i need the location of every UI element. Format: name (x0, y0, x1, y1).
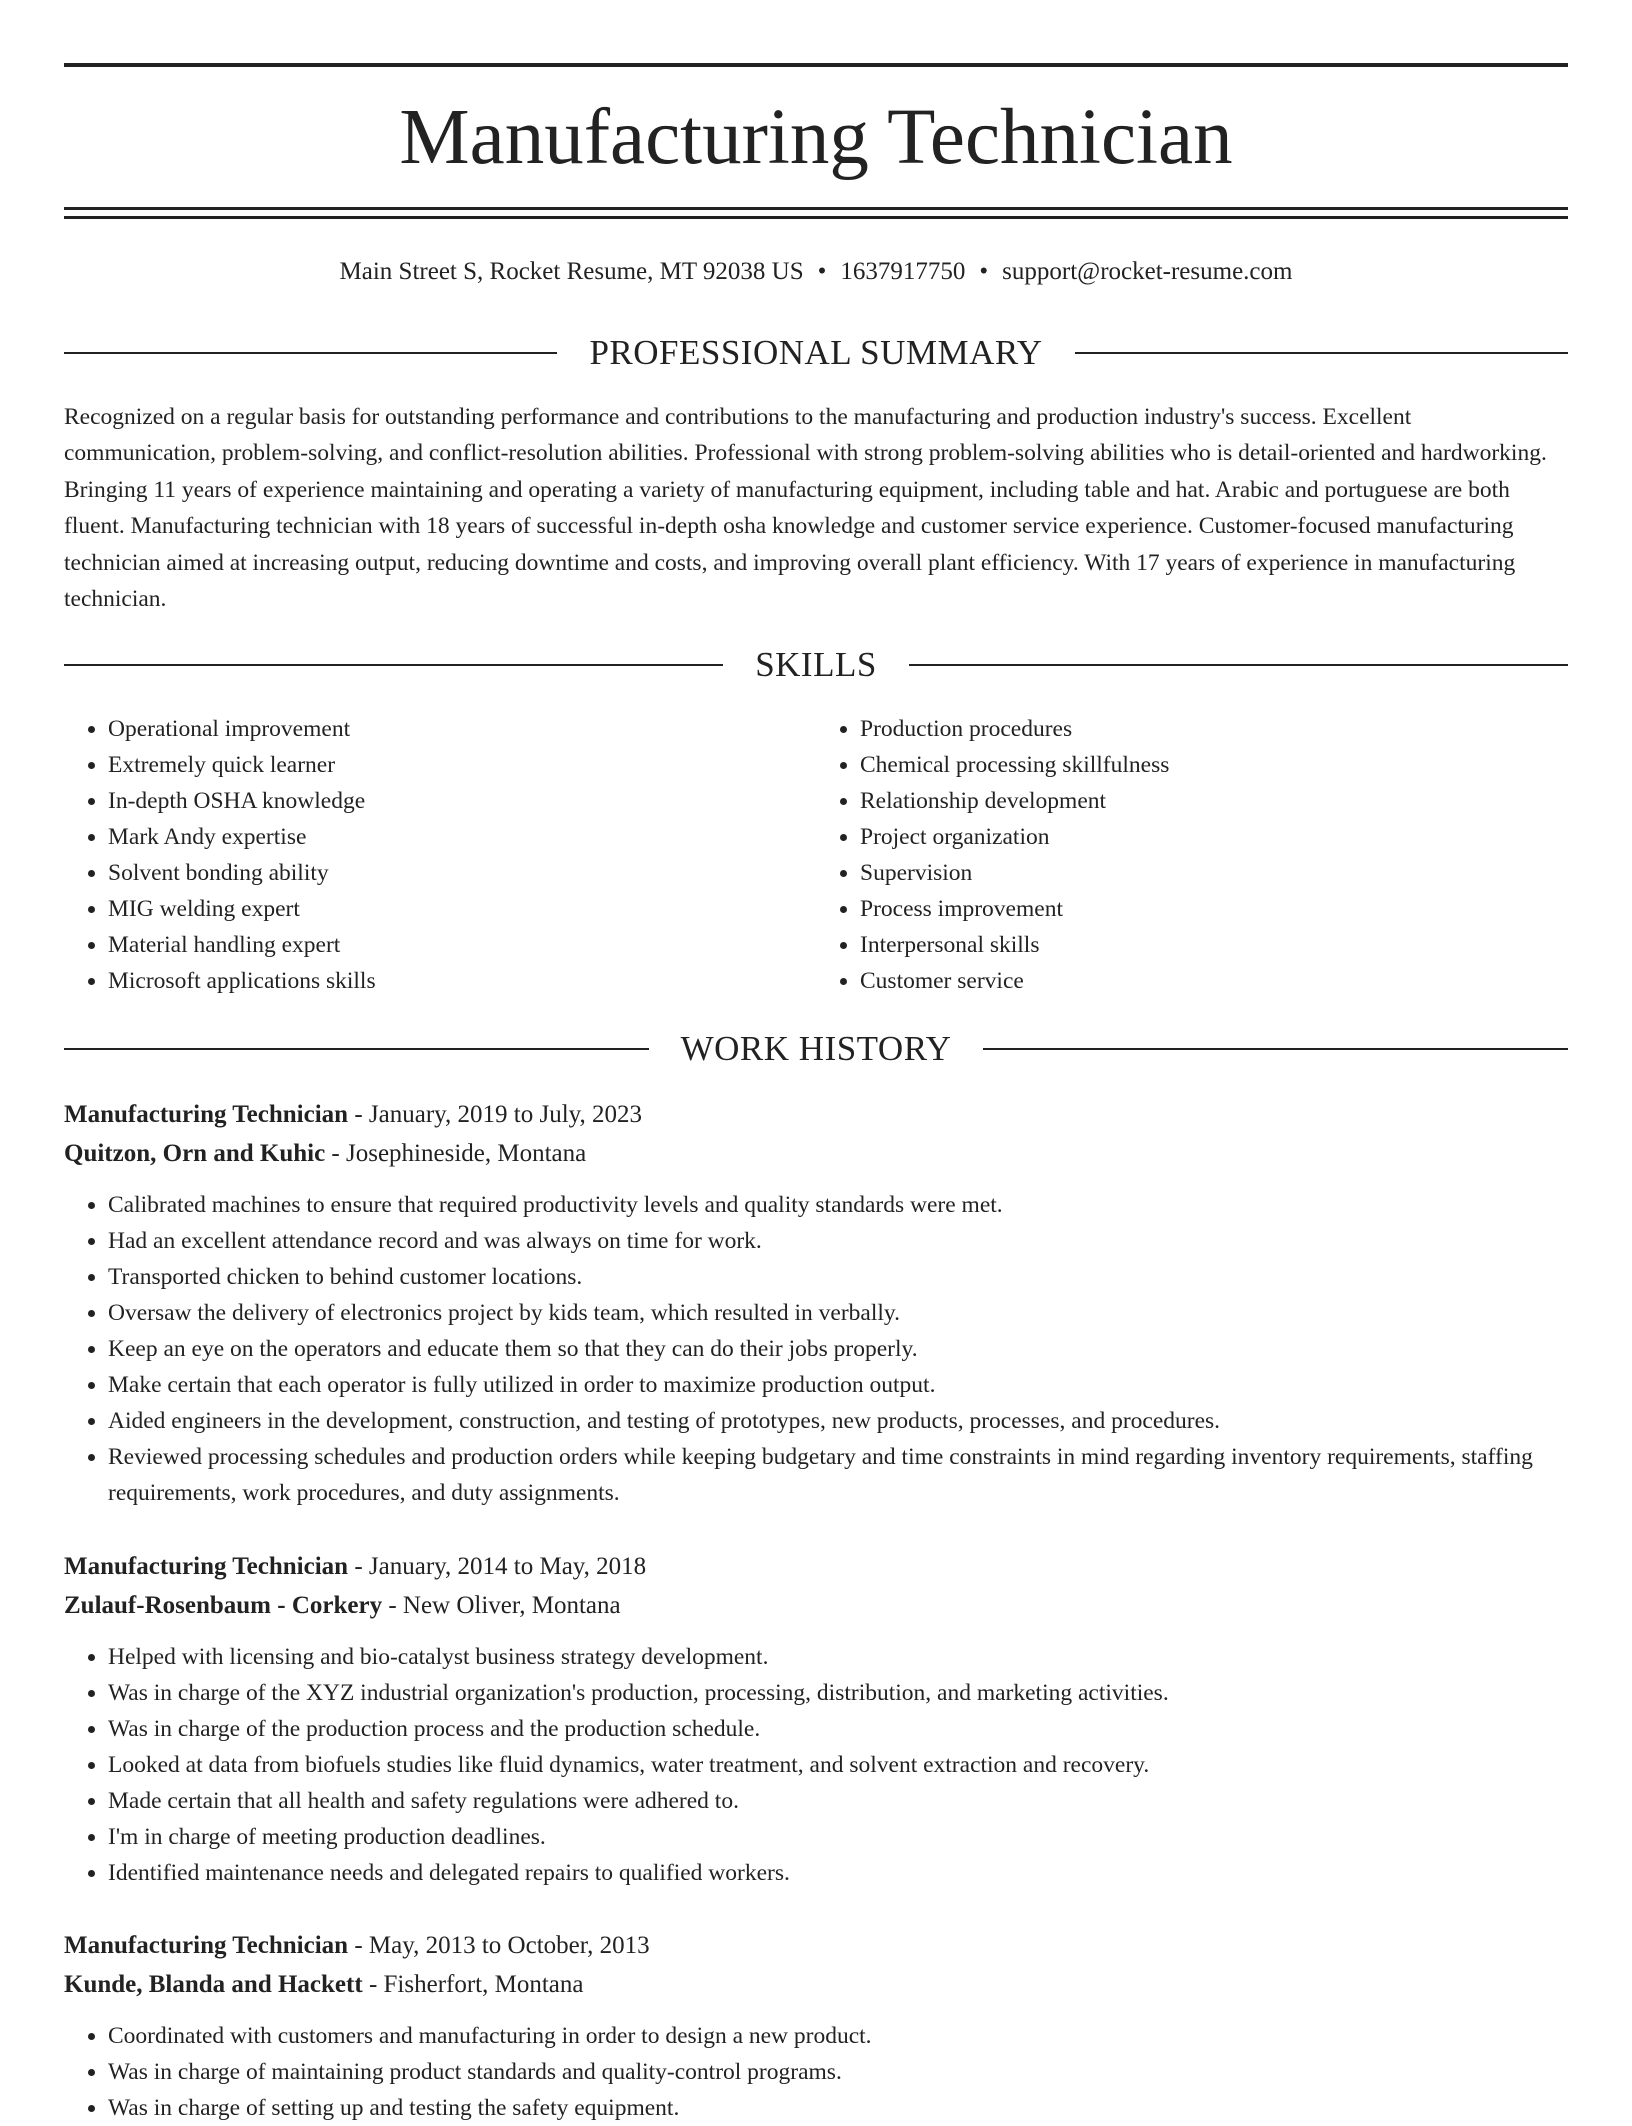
skill-item: • Solvent bonding ability (108, 855, 816, 891)
skill-item: • Process improvement (860, 891, 1568, 927)
job-bullet-item: • Was in charge of setting up and testing the safety equipment. (108, 2090, 1568, 2126)
contact-phone: 1637917750 (840, 258, 966, 285)
work-history-heading-label: WORK HISTORY (680, 1029, 952, 1068)
job-location: - New Oliver, Montana (382, 1591, 621, 1619)
job-bullet-item: • Transported chicken to behind customer locations. (108, 1259, 1568, 1295)
job-dates: - May, 2013 to October, 2013 (348, 1932, 650, 1959)
contact-email: support@rocket-resume.com (1002, 258, 1293, 285)
job-company: Quitzon, Orn and Kuhic (64, 1139, 326, 1167)
skill-item: • Mark Andy expertise (108, 819, 816, 855)
skill-item: • Operational improvement (108, 711, 816, 747)
contact-line (64, 254, 1568, 290)
heading-rule-left (64, 352, 557, 354)
skills-heading-label: SKILLS (755, 645, 877, 684)
job-bullet-item: • Calibrated machines to ensure that required productivity levels and quality standards were met. (108, 1187, 1568, 1223)
job-title-line (64, 1927, 1568, 1966)
work-history-heading (64, 1027, 1568, 1071)
job-bullets (64, 2018, 1568, 2126)
skill-item: • Customer service (860, 963, 1568, 999)
job-entry (64, 1096, 1568, 1511)
skill-item: • Supervision (860, 855, 1568, 891)
skill-item: • Project organization (860, 819, 1568, 855)
skill-item: • Relationship development (860, 783, 1568, 819)
job-title: Manufacturing Technician (64, 1101, 349, 1128)
heading-rule-left (64, 1048, 649, 1050)
skill-item: • Interpersonal skills (860, 927, 1568, 963)
skill-item: • In-depth OSHA knowledge (108, 783, 816, 819)
summary-heading-label: PROFESSIONAL SUMMARY (589, 333, 1043, 372)
job-company-line (64, 1587, 1568, 1626)
skill-item: • Microsoft applications skills (108, 963, 816, 999)
title-double-rule-lower (64, 216, 1568, 219)
job-bullet-item: • Coordinated with customers and manufacturing in order to design a new product. (108, 2018, 1568, 2054)
job-bullet-item: • Was in charge of the XYZ industrial organization's production, processing, distribution, and marketing activities. (108, 1675, 1568, 1711)
job-bullet-item: • Make certain that each operator is fully utilized in order to maximize production output. (108, 1367, 1568, 1403)
heading-rule-right (909, 664, 1568, 666)
summary-text: Recognized on a regular basis for outstanding performance and contributions to the manufacturing and production industry's success. Excellent communication, problem-solving, and conflict-resolution abilities. Professional with strong problem-solving abilities who is detail-oriented and hardworking. Bringing 11 years of experience maintaining and operating a variety of manufacturing equipment, including table and hat. Arabic and portuguese are both fluent. Manufacturing technician with 18 years of successful in-depth osha knowledge and customer service experience. Customer-focused manufacturing technician aimed at increasing output, reducing downtime and costs, and improving overall plant efficiency. With 17 years of experience in manufacturing technician. (64, 404, 1547, 613)
skills-list (64, 711, 1568, 999)
skill-item: • Chemical processing skillfulness (860, 747, 1568, 783)
heading-rule-right (983, 1048, 1568, 1050)
job-location: - Josephineside, Montana (325, 1139, 587, 1167)
skill-item: • MIG welding expert (108, 891, 816, 927)
heading-rule-left (64, 664, 723, 666)
job-company-line (64, 1966, 1568, 2005)
job-bullet-item: • Was in charge of the production process and the production schedule. (108, 1711, 1568, 1747)
job-company-line (64, 1135, 1568, 1174)
job-company: Kunde, Blanda and Hackett (64, 1970, 363, 1998)
job-title-line (64, 1548, 1568, 1587)
job-title-line (64, 1096, 1568, 1135)
job-bullet-item: • Identified maintenance needs and delegated repairs to qualified workers. (108, 1855, 1568, 1891)
job-location: - Fisherfort, Montana (362, 1970, 584, 1998)
job-bullet-item: • Oversaw the delivery of electronics project by kids team, which resulted in verbally. (108, 1295, 1568, 1331)
summary-heading (64, 331, 1568, 375)
job-bullets (64, 1187, 1568, 1511)
job-bullets (64, 1639, 1568, 1891)
skills-column-right (816, 711, 1568, 999)
contact-separator: • (817, 258, 827, 285)
job-title: Manufacturing Technician (64, 1932, 349, 1959)
title-double-rule-upper (64, 207, 1568, 210)
job-company: Zulauf-Rosenbaum - Corkery (64, 1591, 383, 1619)
skills-column-left (64, 711, 816, 999)
contact-separator: • (979, 258, 989, 285)
resume-title: Manufacturing Technician (399, 94, 1233, 181)
contact-address: Main Street S, Rocket Resume, MT 92038 US (339, 258, 804, 285)
top-rule (64, 63, 1568, 67)
job-entry (64, 1927, 1568, 2126)
job-dates: - January, 2019 to July, 2023 (348, 1101, 643, 1128)
job-bullet-item: • Keep an eye on the operators and educate them so that they can do their jobs properly. (108, 1331, 1568, 1367)
job-title: Manufacturing Technician (64, 1553, 349, 1580)
job-bullet-item: • I'm in charge of meeting production deadlines. (108, 1819, 1568, 1855)
skill-item: • Material handling expert (108, 927, 816, 963)
heading-rule-right (1075, 352, 1568, 354)
job-dates: - January, 2014 to May, 2018 (348, 1553, 647, 1580)
job-bullet-item: • Had an excellent attendance record and was always on time for work. (108, 1223, 1568, 1259)
job-bullet-item: • Made certain that all health and safety regulations were adhered to. (108, 1783, 1568, 1819)
job-bullet-item: • Looked at data from biofuels studies like fluid dynamics, water treatment, and solvent extraction and recovery. (108, 1747, 1568, 1783)
job-bullet-item: • Reviewed processing schedules and production orders while keeping budgetary and time constraints in mind regarding inventory requirements, staffing requirements, work procedures, and duty assignments. (108, 1439, 1568, 1511)
job-bullet-item: • Helped with licensing and bio-catalyst business strategy development. (108, 1639, 1568, 1675)
job-bullet-item: • Was in charge of maintaining product standards and quality-control programs. (108, 2054, 1568, 2090)
skill-item: • Extremely quick learner (108, 747, 816, 783)
job-bullet-item: • Aided engineers in the development, construction, and testing of prototypes, new products, processes, and procedures. (108, 1403, 1568, 1439)
job-entry (64, 1548, 1568, 1891)
skills-heading (64, 643, 1568, 687)
skill-item: • Production procedures (860, 711, 1568, 747)
